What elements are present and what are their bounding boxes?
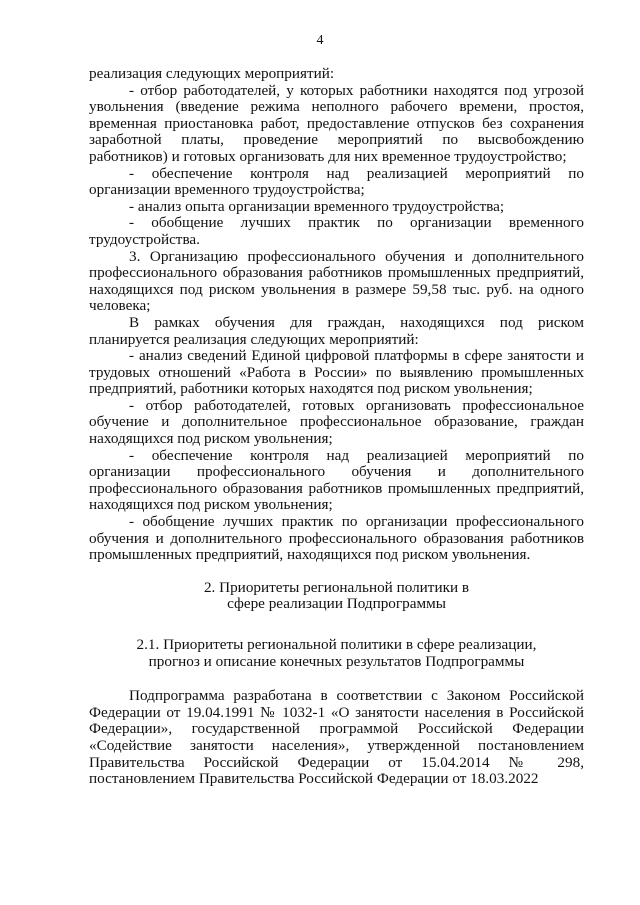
page-number: 4 bbox=[316, 33, 324, 48]
paragraph: - обобщение лучших практик по организации временного трудоустройства. bbox=[89, 214, 584, 248]
subsection-heading-line: 2.1. Приоритеты региональной политики в сфере реализации, bbox=[136, 636, 537, 653]
paragraph: - обеспечение контроля над реализацией мероприятий по организации профессионального обучения и дополнительного профессионального образования работников промышленных предприятий, находящихся под риском увольнения; bbox=[89, 446, 584, 514]
subsection-heading-line: прогноз и описание конечных результатов Подпрограммы bbox=[148, 652, 525, 670]
paragraph: - отбор работодателей, готовых организовать профессиональное обучение и дополнительное профессиональное образование, граждан находящихся под риском увольнения; bbox=[89, 396, 584, 448]
paragraph: 3. Организацию профессионального обучения и дополнительного профессионального образования работников промышленных предприятий, находящихся под риском увольнения в размере 59,58 тыс. руб. на одного человека; bbox=[89, 247, 584, 315]
document-body bbox=[89, 66, 584, 788]
subsection-heading bbox=[89, 637, 584, 670]
paragraph: реализация следующих мероприятий: bbox=[89, 65, 335, 82]
paragraph: - обеспечение контроля над реализацией мероприятий по организации временного трудоустройства; bbox=[89, 164, 584, 199]
paragraph: - анализ опыта организации временного трудоустройства; bbox=[129, 197, 505, 215]
section-heading-line: 2. Приоритеты региональной политики в bbox=[203, 578, 470, 596]
section-heading-line: сфере реализации Подпрограммы bbox=[227, 595, 446, 613]
paragraph: - отбор работодателей, у которых работники находятся под угрозой увольнения (введение режима неполного рабочего времени, простоя, временная приостановка работ, предоставление отпусков без сохранения заработной платы, проведение мероприятий по высвобождению работников) и готовых организовать для них временное трудоустройство; bbox=[89, 81, 584, 165]
closing-paragraph: Подпрограмма разработана в соответствии с Законом Российской Федерации от 19.04.1991 № 1032-1 «О занятости населения в Российской Федерации», государственной программой Российской Федерации «Содействие занятости населения», утвержденной постановлением Правительства Российской Федерации от 15.04.2014 № 298, постановлением Правительства Российской Федерации от 18.03.2022 bbox=[89, 687, 584, 788]
section-heading bbox=[89, 580, 584, 613]
paragraph: - анализ сведений Единой цифровой платформы в сфере занятости и трудовых отношений «Работа в России» по выявлению промышленных предприятий, работники которых находятся под риском увольнения; bbox=[89, 347, 584, 398]
paragraph: В рамках обучения для граждан, находящихся под риском планируется реализация следующих мероприятий: bbox=[89, 313, 584, 348]
paragraph: - обобщение лучших практик по организации профессионального обучения и дополнительного профессионального образования работников промышленных предприятий, находящихся под риском увольнения. bbox=[89, 513, 584, 564]
